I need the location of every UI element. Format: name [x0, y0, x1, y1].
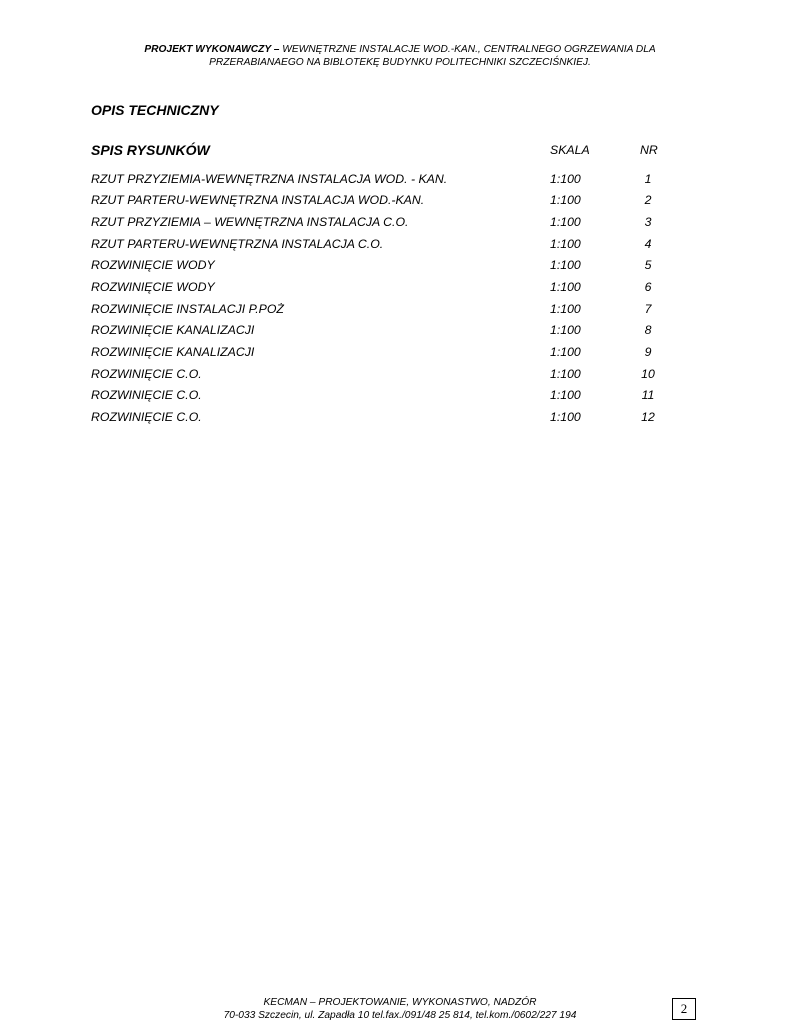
- drawing-number: 9: [644, 345, 652, 359]
- page-number: 2: [672, 998, 696, 1020]
- drawing-number: 7: [644, 301, 652, 316]
- drawing-name: ROZWINIĘCIE KANALIZACJI: [91, 345, 255, 359]
- page-footer: [190, 997, 610, 1022]
- column-header-nr: NR: [640, 143, 658, 157]
- section-title: OPIS TECHNICZNY: [91, 102, 219, 118]
- drawing-scale: 1:100: [550, 323, 581, 338]
- footer-company: KECMAN – PROJEKTOWANIE, WYKONASTWO, NADZÓR: [263, 997, 537, 1008]
- drawing-row: [91, 258, 671, 280]
- drawing-scale: 1:100: [550, 388, 581, 403]
- drawing-scale: 1:100: [550, 214, 581, 229]
- drawing-scale: 1:100: [550, 279, 581, 294]
- drawing-scale: 1:100: [550, 171, 581, 186]
- drawings-list-header: [91, 143, 671, 172]
- drawing-name: ROZWINIĘCIE C.O.: [91, 388, 202, 403]
- drawing-row: [91, 280, 671, 302]
- drawing-name: ROZWINIĘCIE WODY: [91, 258, 215, 273]
- drawing-number: 6: [644, 279, 652, 294]
- drawing-name: ROZWINIĘCIE C.O.: [91, 410, 202, 425]
- drawing-name: RZUT PRZYZIEMIA-WEWNĘTRZNA INSTALACJA WOD. - KAN.: [91, 171, 448, 186]
- drawing-number: 8: [644, 323, 652, 338]
- drawing-number: 1: [644, 171, 652, 186]
- header-project-type: PROJEKT WYKONAWCZY –: [144, 44, 280, 55]
- drawing-number: 10: [641, 366, 655, 381]
- drawing-name: ROZWINIĘCIE INSTALACJI P.POŻ: [91, 301, 284, 316]
- drawing-scale: 1:100: [550, 258, 581, 273]
- footer-address: 70-033 Szczecin, ul. Zapadła 10 tel.fax./091/48 25 814, tel.kom./0602/227 194: [223, 1009, 577, 1021]
- drawing-scale: 1:100: [550, 410, 581, 425]
- drawings-list: [91, 143, 671, 432]
- drawing-row: [91, 172, 671, 194]
- drawing-number: 11: [641, 388, 655, 403]
- drawing-name: ROZWINIĘCIE KANALIZACJI: [91, 323, 255, 338]
- drawing-row: [91, 388, 671, 410]
- drawing-scale: 1:100: [550, 236, 581, 251]
- drawing-row: [91, 345, 671, 367]
- drawing-scale: 1:100: [550, 345, 581, 359]
- drawing-name: ROZWINIĘCIE WODY: [91, 279, 215, 294]
- drawing-name: RZUT PARTERU-WEWNĘTRZNA INSTALACJA WOD.-KAN.: [91, 193, 425, 208]
- drawing-name: RZUT PRZYZIEMIA – WEWNĘTRZNA INSTALACJA C.O.: [91, 214, 409, 229]
- drawing-number: 3: [644, 214, 652, 229]
- drawing-row: [91, 237, 671, 259]
- drawing-number: 2: [644, 193, 652, 208]
- drawing-name: ROZWINIĘCIE C.O.: [91, 366, 202, 381]
- column-header-scale: SKALA: [550, 143, 590, 157]
- page-header: [100, 44, 700, 69]
- drawing-scale: 1:100: [550, 193, 581, 208]
- drawing-row: [91, 367, 671, 389]
- header-project-description: WEWNĘTRZNE INSTALACJE WOD.-KAN., CENTRALNEGO OGRZEWANIA DLA: [282, 44, 656, 55]
- drawing-scale: 1:100: [550, 366, 581, 381]
- header-line-2: PRZERABIANAEGO NA BIBLOTEKĘ BUDYNKU POLITECHNIKI SZCZECIŚNKIEJ.: [209, 56, 591, 68]
- drawing-number: 4: [644, 236, 652, 251]
- drawing-number: 12: [641, 410, 655, 425]
- drawings-list-heading: SPIS RYSUNKÓW: [91, 142, 210, 158]
- drawing-number: 5: [644, 258, 652, 273]
- drawing-row: [91, 302, 671, 324]
- drawing-row: [91, 193, 671, 215]
- header-line-1: [100, 44, 700, 57]
- drawing-row: [91, 410, 671, 432]
- drawing-scale: 1:100: [550, 301, 581, 316]
- drawing-row: [91, 215, 671, 237]
- drawing-row: [91, 323, 671, 345]
- drawing-name: RZUT PARTERU-WEWNĘTRZNA INSTALACJA C.O.: [91, 236, 384, 251]
